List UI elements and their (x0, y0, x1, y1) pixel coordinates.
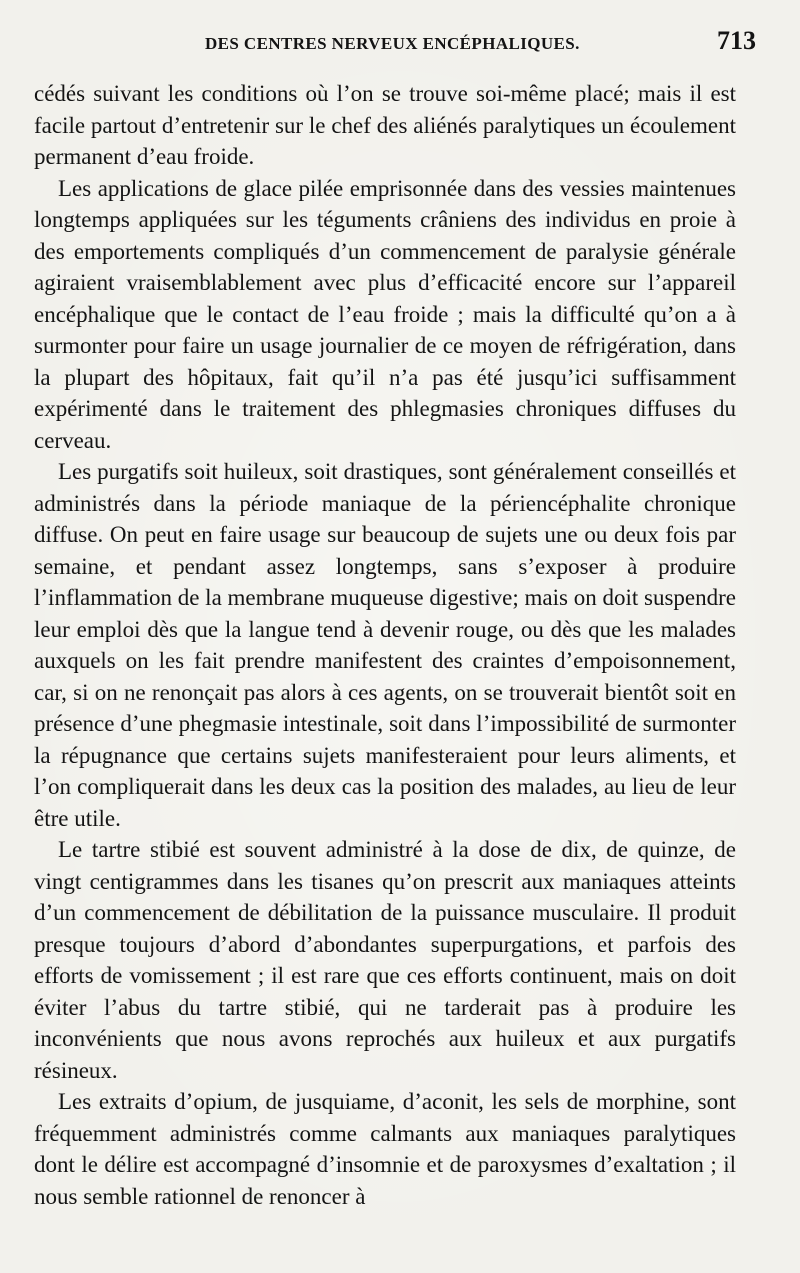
paragraph: Les applications de glace pilée emprisonnée dans des vessies maintenues longtemps appliquées sur les téguments crâniens des individus en proie à des emportements compliqués d’un commencement de paralysie générale agiraient vraisemblablement avec plus d’efficacité encore sur l’appareil encéphalique que le contact de l’eau froide ; mais la difficulté qu’on a à surmonter pour faire un usage journalier de ce moyen de réfrigération, dans la plupart des hôpitaux, fait qu’il n’a pas été jusqu’ici suffisamment expérimenté dans le traitement des phlegmasies chroniques diffuses du cerveau. (34, 175, 736, 453)
body-text (34, 78, 736, 1212)
paragraph: Le tartre stibié est souvent administré à la dose de dix, de quinze, de vingt centigrammes dans les tisanes qu’on prescrit aux maniaques atteints d’un commencement de débilitation de la puissance musculaire. Il produit presque toujours d’abord d’abondantes superpurgations, et parfois des efforts de vomissement ; il est rare que ces efforts continuent, mais on doit éviter l’abus du tartre stibié, qui ne tarderait pas à produire les inconvénients que nous avons reprochés aux huileux et aux purgatifs résineux. (34, 837, 736, 1083)
paragraph: cédés suivant les conditions où l’on se trouve soi-même placé; mais il est facile partout d’entretenir sur le chef des aliénés paralytiques un écoulement permanent d’eau froide. (34, 81, 736, 169)
running-title: DES CENTRES NERVEUX ENCÉPHALIQUES. (205, 34, 580, 53)
paragraph: Les extraits d’opium, de jusquiame, d’aconit, les sels de morphine, sont fréquemment administrés comme calmants aux maniaques paralytiques dont le délire est accompagné d’insomnie et de paroxysmes d’exaltation ; il nous semble rationnel de renoncer à (34, 1089, 736, 1209)
paragraph: Les purgatifs soit huileux, soit drastiques, sont généralement conseillés et administrés dans la période maniaque de la périencéphalite chronique diffuse. On peut en faire usage sur beaucoup de sujets une ou deux fois par semaine, et pendant assez longtemps, sans s’exposer à produire l’inflammation de la membrane muqueuse digestive; mais on doit suspendre leur emploi dès que la langue tend à devenir rouge, ou dès que les malades auxquels on les fait prendre manifestent des craintes d’empoisonnement, car, si on ne renonçait pas alors à ces agents, on se trouverait bientôt soit en présence d’une phegmasie intestinale, soit dans l’impossibilité de surmonter la répugnance que certains sujets manifesteraient pour leurs aliments, et l’on compliquerait dans les deux cas la position des malades, au lieu de leur être utile. (34, 459, 736, 831)
page-number: 713 (717, 26, 756, 55)
